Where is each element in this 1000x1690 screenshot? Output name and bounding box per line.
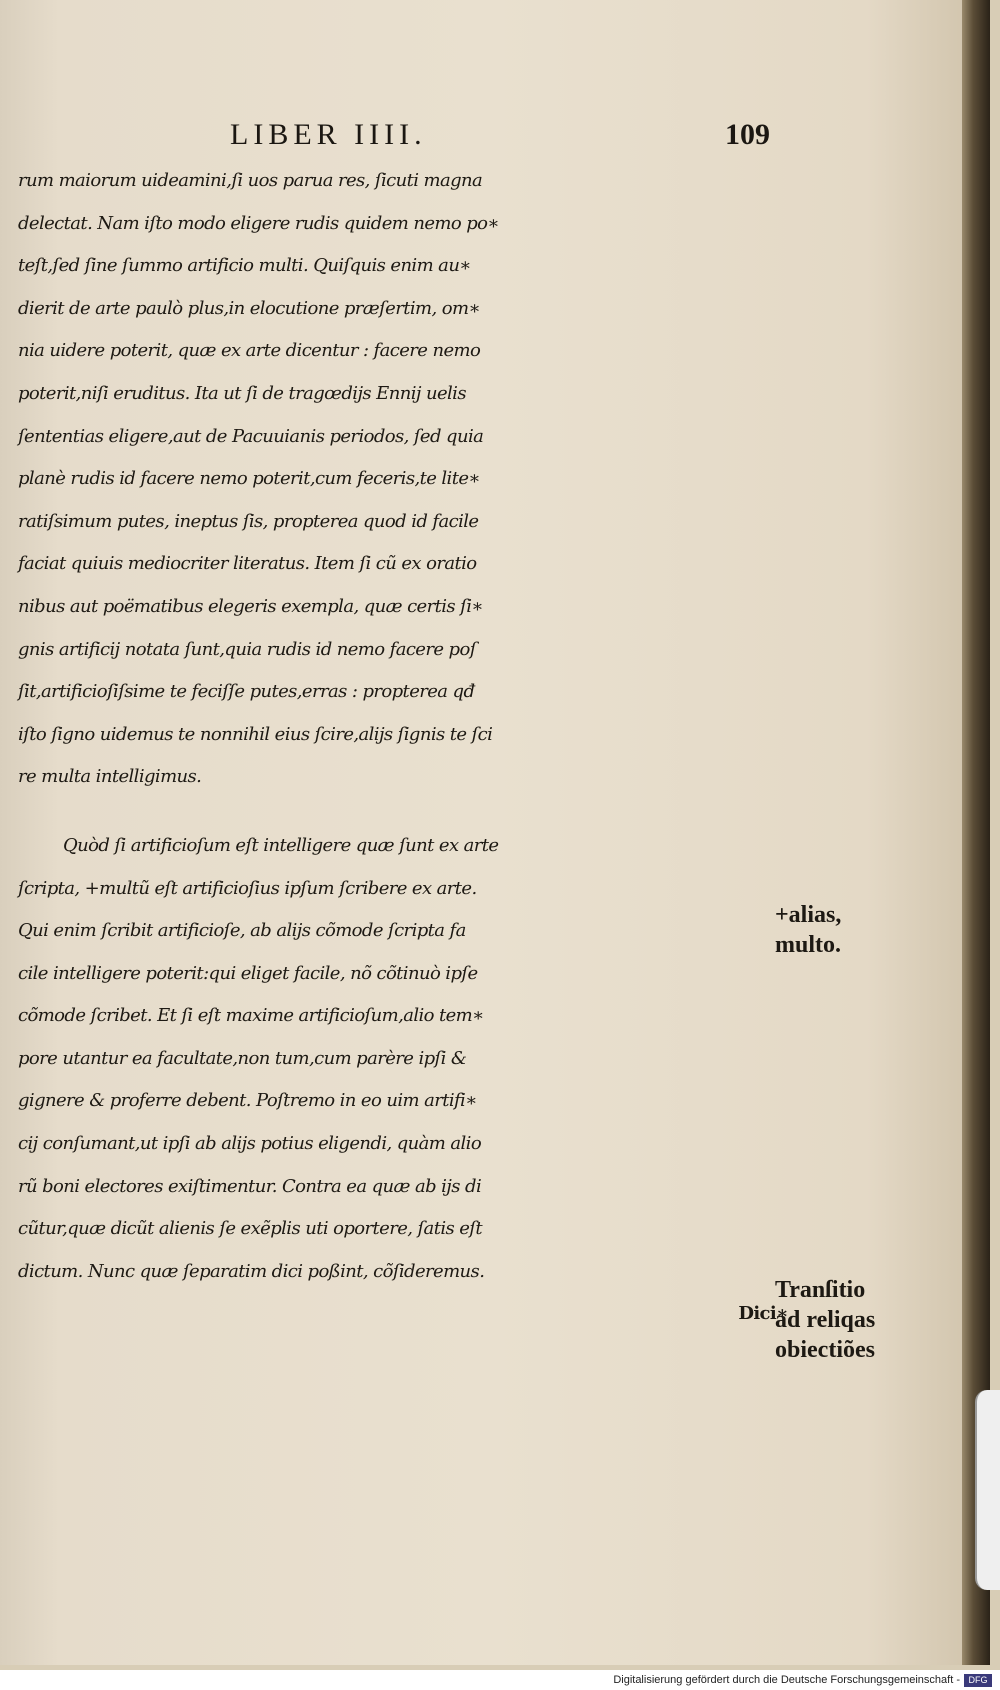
text-line: gnis artificij notata ſunt,quia rudis id nemo facere poſ: [18, 638, 476, 660]
footer-bar: [0, 1672, 1000, 1690]
text-line: teſt,ſed ſine ſummo artificio multi. Quiſquis enim au∗: [18, 255, 471, 277]
marginal-note-alias: [775, 900, 910, 960]
marginal-note-line: ad reliqas: [775, 1307, 876, 1333]
main-text-block: [18, 160, 788, 1336]
text-line: ratiſsimum putes, ineptus ſis, propterea quod id facile: [18, 510, 479, 532]
page-number: 109: [725, 118, 770, 151]
marginal-note-transitio: [775, 1275, 910, 1365]
text-line: iſto ſigno uidemus te nonnihil eius ſcire,alijs ſignis te ſci: [18, 723, 493, 745]
text-line: nia uidere poterit, quæ ex arte dicentur : facere nemo: [18, 340, 481, 362]
running-head: [230, 118, 770, 162]
marginal-note-line: obiectiões: [775, 1337, 875, 1363]
text-line: cõmode ſcribet. Et ſi eſt maxime artificioſum,alio tem∗: [18, 1005, 484, 1027]
text-line: rum maiorum uideamini,ſi uos parua res, ſicuti magna: [18, 170, 483, 191]
digitization-credit: Digitalisierung gefördert durch die Deutsche Forschungsgemeinschaft -: [613, 1674, 960, 1686]
text-line: rũ boni electores exiſtimentur. Contra ea quæ ab ijs di: [18, 1175, 482, 1197]
dfg-logo-icon: DFG: [964, 1674, 992, 1687]
marginal-note-line: +alias,: [775, 902, 842, 928]
paragraph-gap: [18, 799, 788, 825]
text-line: planè rudis id facere nemo poterit,cum feceris,te lite∗: [18, 468, 481, 490]
text-line: re multa intelligimus.: [18, 766, 202, 788]
text-line: poterit,niſi eruditus. Ita ut ſi de tragœdijs Ennij uelis: [18, 382, 466, 404]
show-through-text: [790, 170, 960, 650]
text-line: Quòd ſi artificioſum eſt intelligere quæ ſunt ex arte: [63, 834, 499, 856]
text-line: ſententias eligere,aut de Pacuuianis periodos, ſed quia: [18, 425, 484, 447]
text-line: dierit de arte paulò plus,in elocutione præſertim, om∗: [18, 297, 481, 319]
text-line: Qui enim ſcribit artificioſe, ab alijs cõmode ſcripta fa: [18, 920, 466, 942]
scan-page-edge: [975, 1390, 1000, 1590]
catchword: Dici∗: [738, 1303, 788, 1325]
text-line: cũtur,quæ dicũt alienis ſe exẽplis uti oportere, ſatis eſt: [18, 1218, 482, 1240]
text-line: ſcripta, +multũ eſt artificioſius ipſum ſcribere ex arte.: [18, 877, 477, 899]
text-line: cij conſumant,ut ipſi ab alijs potius eligendi, quàm alio: [18, 1133, 482, 1155]
running-head-title: LIBER IIII.: [230, 118, 427, 151]
text-line: cile intelligere poterit:qui eliget facile, nõ cõtinuò ipſe: [18, 962, 478, 984]
text-line: gignere & proferre debent. Poſtremo in eo uim artifi∗: [18, 1090, 477, 1112]
text-line: delectat. Nam iſto modo eligere rudis quidem nemo po∗: [18, 212, 500, 234]
text-line: dictum. Nunc quæ ſeparatim dici poßint, cõſideremus.: [18, 1260, 485, 1282]
text-line: ſit,artificioſiſsime te feciſſe putes,erras : propterea qđ: [18, 681, 475, 703]
marginal-note-line: multo.: [775, 932, 841, 958]
text-line: pore utantur ea facultate,non tum,cum parère ipſi &: [18, 1047, 467, 1069]
marginal-note-line: Tranſitio: [775, 1277, 866, 1303]
text-line: nibus aut poëmatibus elegeris exempla, quæ certis ſi∗: [18, 595, 484, 617]
text-line: faciat quiuis mediocriter literatus. Item ſi cũ ex oratio: [18, 553, 477, 575]
